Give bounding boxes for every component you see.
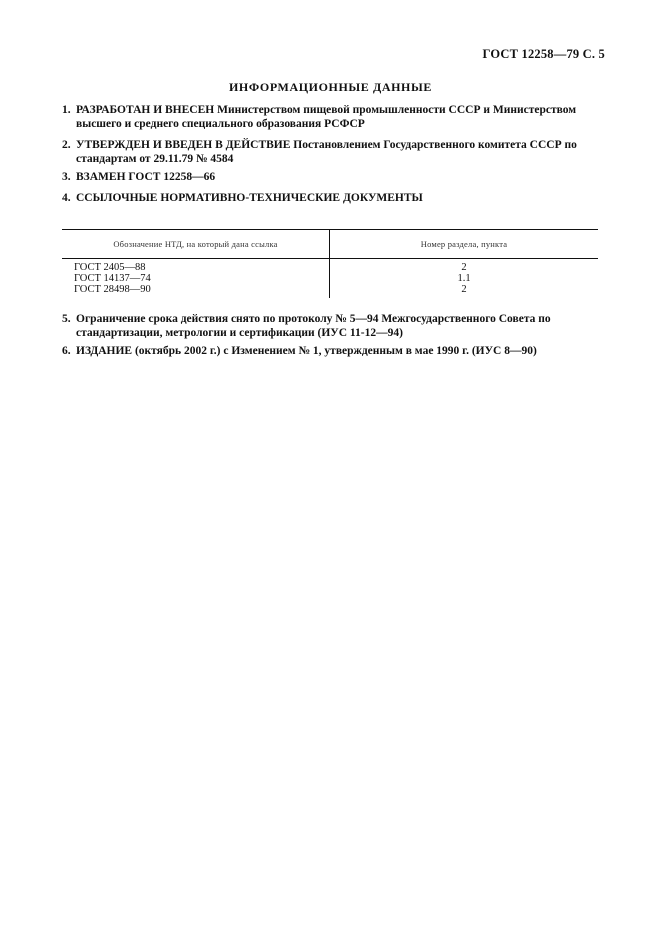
item-text: ССЫЛОЧНЫЕ НОРМАТИВНО-ТЕХНИЧЕСКИЕ ДОКУМЕНТЫ <box>76 192 423 204</box>
info-item-1 <box>62 103 600 131</box>
info-item-6 <box>62 344 600 358</box>
page-header: ГОСТ 12258—79 С. 5 <box>482 47 605 61</box>
info-item-4 <box>62 191 600 205</box>
info-item-5 <box>62 312 600 340</box>
column-header-section: Номер раздела, пункта <box>330 230 599 259</box>
info-item-2 <box>62 138 600 166</box>
table-cell-section: 1.1 <box>457 273 471 284</box>
table-cell-document: ГОСТ 28498—90 <box>62 284 330 298</box>
item-text: ВЗАМЕН ГОСТ 12258—66 <box>76 171 216 183</box>
item-text: УТВЕРЖДЕН И ВВЕДЕН В ДЕЙСТВИЕ Постановлением Государственного комитета СССР по стандартам от 29.11.79 № 4584 <box>76 139 577 165</box>
table-row <box>62 259 598 274</box>
item-number: 6. <box>62 345 71 357</box>
item-number: 5. <box>62 313 71 325</box>
references-table <box>62 229 598 298</box>
section-title: ИНФОРМАЦИОННЫЕ ДАННЫЕ <box>229 80 432 94</box>
item-number: 3. <box>62 171 71 183</box>
table-cell-section: 2 <box>461 262 467 273</box>
item-number: 2. <box>62 139 71 151</box>
item-text: ИЗДАНИЕ (октябрь 2002 г.) с Изменением № 1, утвержденным в мае 1990 г. (ИУС 8—90) <box>76 345 537 357</box>
info-item-3 <box>62 170 600 184</box>
table-row <box>62 273 598 284</box>
item-text: Ограничение срока действия снято по протоколу № 5—94 Межгосударственного Совета по стандартизации, метрологии и сертификации (ИУС 11-12—94) <box>76 313 551 339</box>
table-header-row <box>62 230 598 259</box>
item-text: РАЗРАБОТАН И ВНЕСЕН Министерством пищевой промышленности СССР и Министерством высшего и среднего специального образования РСФСР <box>76 104 577 130</box>
table-cell-section: 2 <box>461 284 467 295</box>
column-header-document: Обозначение НТД, на который дана ссылка <box>62 230 330 259</box>
item-number: 1. <box>62 104 71 116</box>
table-cell-document: ГОСТ 2405—88 <box>62 259 330 274</box>
table-row <box>62 284 598 298</box>
table-cell-document: ГОСТ 14137—74 <box>62 273 330 284</box>
item-number: 4. <box>62 192 71 204</box>
